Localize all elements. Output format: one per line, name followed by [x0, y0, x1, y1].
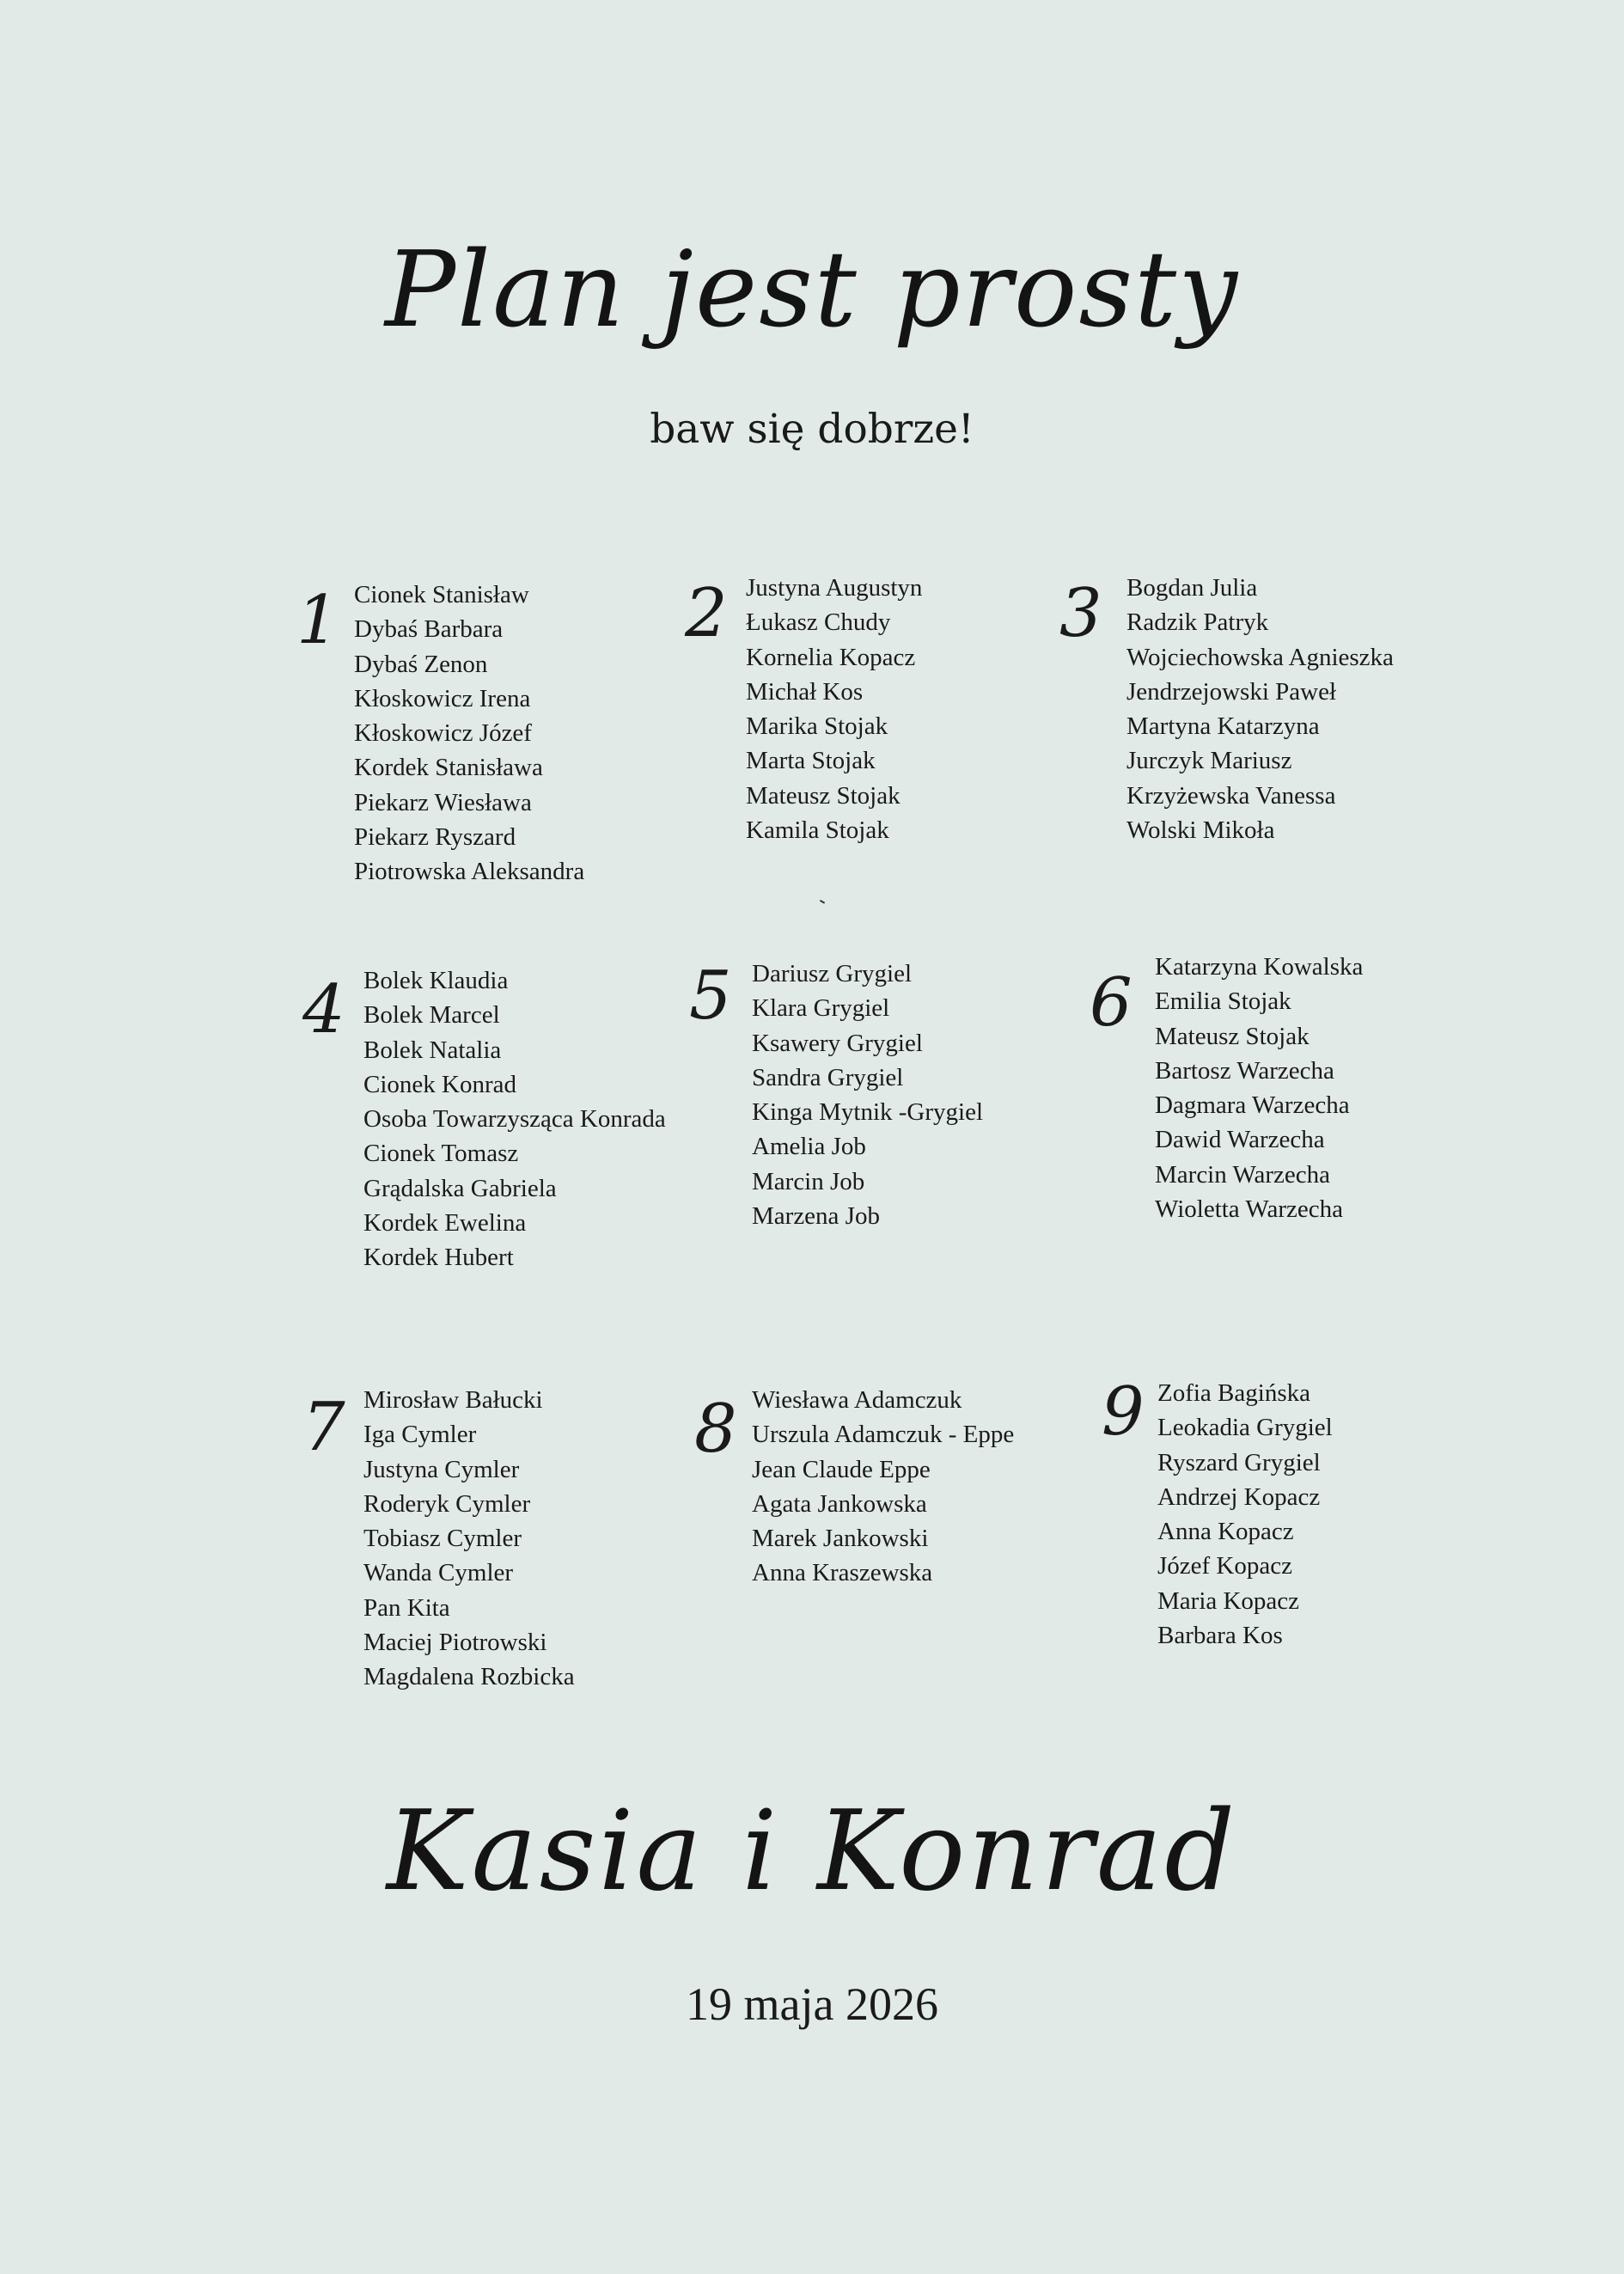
- guest-name: Wojciechowska Agnieszka: [1126, 643, 1394, 671]
- guest-name: Anna Kopacz: [1157, 1518, 1294, 1546]
- guest-name: Marcin Warzecha: [1155, 1160, 1331, 1189]
- guest-name: Martyna Katarzyna: [1126, 712, 1320, 741]
- table-number: 6: [1090, 964, 1133, 1042]
- table-number: 2: [685, 575, 728, 652]
- guest-name: Justyna Augustyn: [746, 574, 923, 602]
- guest-list: [1126, 571, 1394, 847]
- guest-name: Dagmara Warzecha: [1155, 1091, 1350, 1120]
- guest-name: Radzik Patryk: [1126, 608, 1269, 637]
- guest-name: Kordek Ewelina: [363, 1209, 527, 1238]
- guest-name: Cionek Tomasz: [363, 1140, 519, 1168]
- guest-name: Kamila Stojak: [746, 816, 889, 845]
- guest-name: Dybaś Barbara: [354, 615, 504, 644]
- guest-name: Ksawery Grygiel: [752, 1029, 923, 1057]
- event-date: 19 maja 2026: [686, 1978, 938, 2030]
- table-number: 7: [302, 1389, 345, 1466]
- table-number: 8: [694, 1391, 737, 1468]
- guest-name: Cionek Konrad: [363, 1070, 516, 1098]
- guest-name: Piotrowska Aleksandra: [354, 858, 585, 886]
- guest-name: Jean Claude Eppe: [752, 1455, 931, 1483]
- guest-name: Urszula Adamczuk - Eppe: [752, 1421, 1015, 1449]
- guest-name: Michał Kos: [746, 677, 864, 706]
- guest-list: [752, 957, 983, 1233]
- guest-name: Bolek Klaudia: [363, 967, 509, 994]
- guest-name: Kornelia Kopacz: [746, 643, 916, 671]
- guest-name: Maciej Piotrowski: [363, 1629, 547, 1657]
- guest-list: [1155, 950, 1363, 1226]
- guest-name: Jendrzejowski Paweł: [1126, 677, 1337, 706]
- table-number: 5: [689, 957, 732, 1035]
- table-number: 1: [296, 582, 339, 659]
- guest-name: Marika Stojak: [746, 712, 888, 741]
- guest-name: Klara Grygiel: [752, 994, 890, 1023]
- guest-name: Cionek Stanisław: [354, 581, 529, 608]
- guest-name: Bolek Marcel: [363, 1001, 500, 1030]
- guest-name: Piekarz Ryszard: [354, 823, 516, 852]
- guest-name: Krzyżewska Vanessa: [1126, 781, 1336, 810]
- guest-name: Wiesława Adamczuk: [752, 1386, 962, 1414]
- guest-name: Kinga Mytnik -Grygiel: [752, 1098, 984, 1127]
- guest-name: Piekarz Wiesława: [354, 788, 532, 816]
- guest-name: Magdalena Rozbicka: [363, 1663, 575, 1691]
- guest-name: Anna Kraszewska: [752, 1559, 933, 1587]
- guest-name: Amelia Job: [752, 1133, 866, 1161]
- guest-name: Osoba Towarzysząca Konrada: [363, 1105, 666, 1134]
- guest-list: [363, 963, 666, 1275]
- guest-name: Maria Kopacz: [1157, 1586, 1300, 1615]
- guest-name: Wioletta Warzecha: [1155, 1195, 1343, 1224]
- guest-name: Katarzyna Kowalska: [1155, 953, 1364, 981]
- guest-name: Mateusz Stojak: [746, 781, 901, 810]
- guest-name: Roderyk Cymler: [363, 1489, 531, 1518]
- guest-name: Justyna Cymler: [363, 1455, 520, 1483]
- guest-name: Zofia Bagińska: [1157, 1379, 1310, 1407]
- guest-list: [746, 571, 922, 847]
- guest-name: Pan Kita: [363, 1593, 450, 1622]
- page-title: Plan jest prosty: [384, 229, 1240, 351]
- guest-name: Sandra Grygiel: [752, 1063, 904, 1091]
- guest-list: [752, 1383, 1014, 1591]
- guest-name: Dariusz Grygiel: [752, 960, 913, 987]
- guest-name: Marcin Job: [752, 1167, 865, 1195]
- stray-ink-mark: [818, 900, 825, 907]
- guest-name: Marta Stojak: [746, 747, 876, 775]
- guest-name: Dybaś Zenon: [354, 650, 488, 678]
- guest-name: Bogdan Julia: [1126, 574, 1258, 602]
- guest-name: Grądalska Gabriela: [363, 1174, 557, 1202]
- guest-name: Iga Cymler: [363, 1421, 477, 1449]
- guest-name: Barbara Kos: [1157, 1622, 1283, 1650]
- couple-names: Kasia i Konrad: [386, 1788, 1238, 1916]
- guest-name: Marzena Job: [752, 1202, 880, 1231]
- guest-name: Tobiasz Cymler: [363, 1525, 522, 1553]
- guest-name: Bartosz Warzecha: [1155, 1056, 1334, 1085]
- guest-name: Leokadia Grygiel: [1157, 1414, 1333, 1442]
- guest-name: Agata Jankowska: [752, 1489, 927, 1518]
- guest-list: [1157, 1376, 1333, 1653]
- guest-name: Wanda Cymler: [363, 1559, 514, 1587]
- guest-list: [354, 578, 584, 889]
- page-subtitle: baw się dobrze!: [650, 406, 974, 453]
- guest-name: Mateusz Stojak: [1155, 1022, 1310, 1050]
- guest-name: Kłoskowicz Józef: [354, 719, 532, 748]
- guest-name: Andrzej Kopacz: [1157, 1482, 1321, 1511]
- guest-name: Jurczyk Mariusz: [1126, 747, 1292, 775]
- guest-name: Łukasz Chudy: [746, 608, 891, 637]
- guest-name: Dawid Warzecha: [1155, 1126, 1325, 1154]
- table-number: 4: [302, 971, 345, 1048]
- guest-name: Ryszard Grygiel: [1157, 1448, 1321, 1476]
- guest-name: Marek Jankowski: [752, 1525, 929, 1553]
- guest-name: Bolek Natalia: [363, 1036, 502, 1064]
- guest-list: [363, 1383, 575, 1695]
- guest-name: Kordek Stanisława: [354, 754, 543, 782]
- guest-name: Kłoskowicz Irena: [354, 684, 531, 712]
- guest-name: Mirosław Bałucki: [363, 1386, 543, 1414]
- table-number: 9: [1102, 1373, 1145, 1451]
- guest-name: Wolski Mikoła: [1126, 816, 1275, 845]
- guest-name: Emilia Stojak: [1155, 987, 1291, 1016]
- guest-name: Kordek Hubert: [363, 1244, 514, 1272]
- guest-name: Józef Kopacz: [1157, 1552, 1292, 1580]
- table-number: 3: [1059, 575, 1102, 652]
